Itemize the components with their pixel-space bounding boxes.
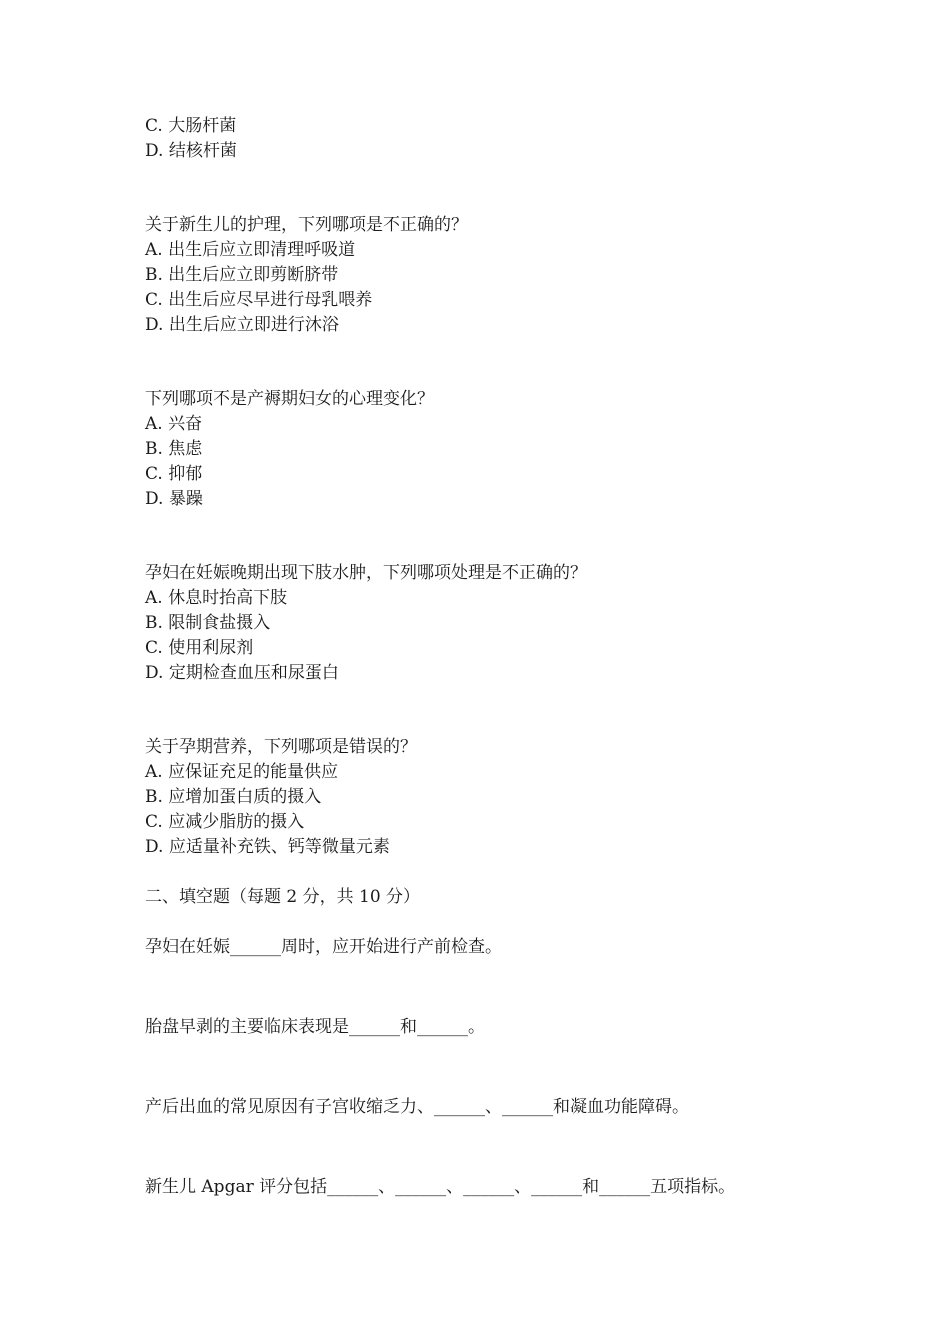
option-b: B. 出生后应立即剪断脐带 [145, 265, 339, 285]
question-stem: 关于新生儿的护理，下列哪项是不正确的？ [145, 215, 468, 235]
option-c: C. 大肠杆菌 [145, 116, 237, 136]
question-block [145, 387, 845, 512]
option-d: D. 应适量补充铁、钙等微量元素 [145, 837, 390, 857]
option-a: A. 休息时抬高下肢 [145, 588, 288, 608]
option-c: C. 使用利尿剂 [145, 638, 254, 658]
previous-question-options [145, 114, 845, 164]
option-c: C. 应减少脂肪的摄入 [145, 812, 305, 832]
option-a: A. 兴奋 [145, 414, 203, 434]
exam-page [145, 114, 845, 1200]
option-b: B. 焦虑 [145, 439, 203, 459]
option-d: D. 定期检查血压和尿蛋白 [145, 663, 339, 683]
question-stem: 孕妇在妊娠晚期出现下肢水肿，下列哪项处理是不正确的？ [145, 563, 587, 583]
question-block [145, 561, 845, 686]
question-block [145, 213, 845, 338]
fill-blank-item: 产后出血的常见原因有子宫收缩乏力、______、______和凝血功能障碍。 [145, 1097, 689, 1117]
fill-blank-item: 胎盘早剥的主要临床表现是______和______。 [145, 1017, 485, 1037]
fill-blank-item: 新生儿 Apgar 评分包括______、______、______、______和______五项指标。 [145, 1177, 736, 1197]
option-c: C. 出生后应尽早进行母乳喂养 [145, 290, 373, 310]
option-d: D. 暴躁 [145, 489, 203, 509]
option-a: A. 应保证充足的能量供应 [145, 762, 339, 782]
section-heading: 二、填空题（每题 2 分，共 10 分） [145, 887, 421, 907]
option-d: D. 结核杆菌 [145, 141, 237, 161]
option-b: B. 应增加蛋白质的摄入 [145, 787, 322, 807]
question-stem: 关于孕期营养，下列哪项是错误的？ [145, 737, 417, 757]
option-a: A. 出生后应立即清理呼吸道 [145, 240, 356, 260]
question-stem: 下列哪项不是产褥期妇女的心理变化？ [145, 389, 434, 409]
option-c: C. 抑郁 [145, 464, 203, 484]
fill-blank-item: 孕妇在妊娠______周时，应开始进行产前检查。 [145, 937, 502, 957]
question-block [145, 735, 845, 860]
option-b: B. 限制食盐摄入 [145, 613, 271, 633]
option-d: D. 出生后应立即进行沐浴 [145, 315, 339, 335]
